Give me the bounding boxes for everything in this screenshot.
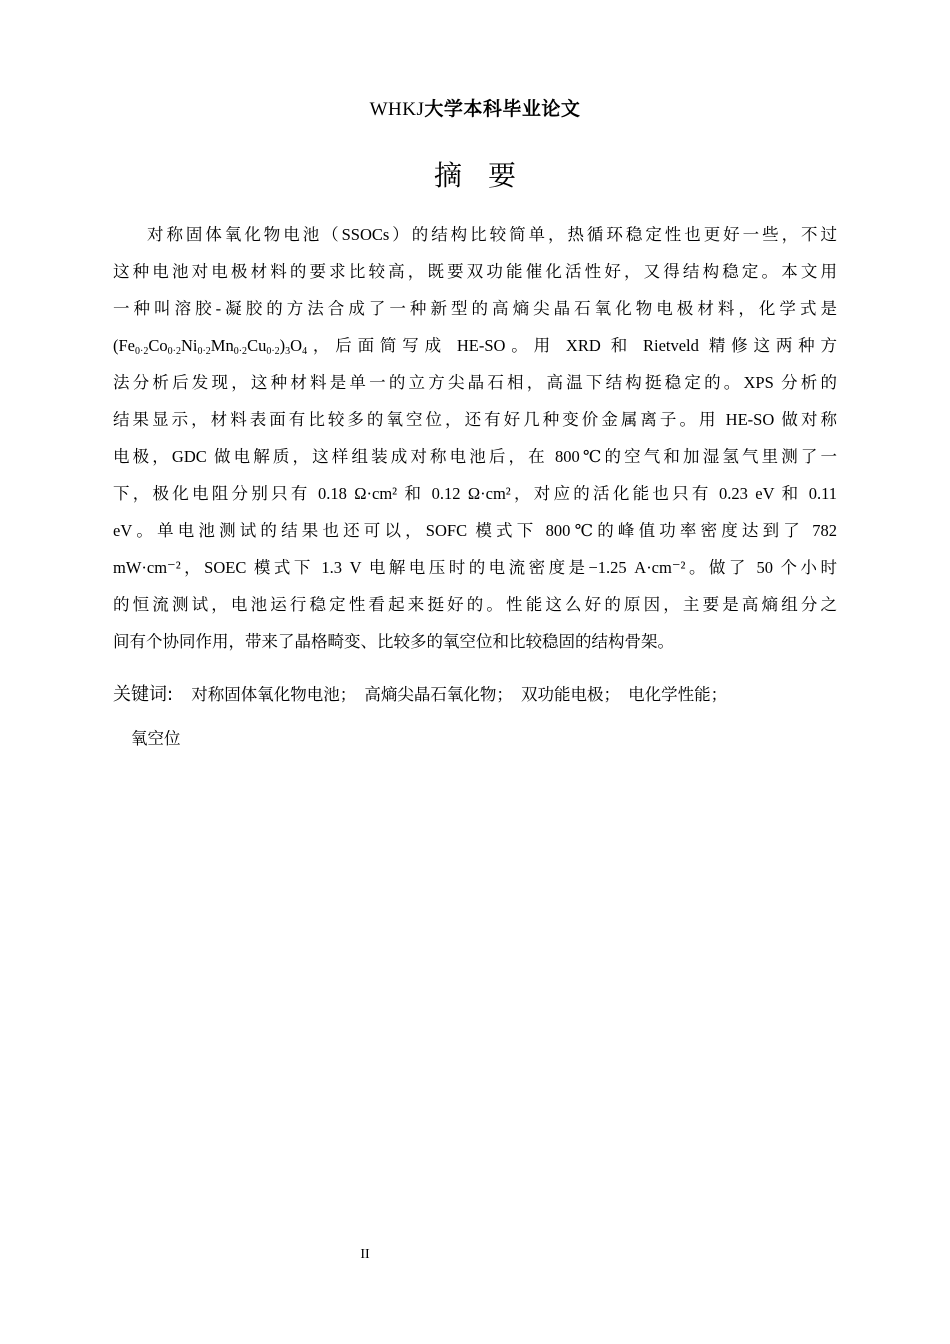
abstract-line: 结果显示，材料表面有比较多的氧空位，还有好几种变价金属离子。用 HE-SO 做对称 xyxy=(113,410,837,429)
keyword-item: 氧空位 xyxy=(131,729,181,748)
formula-subscript: 4 xyxy=(302,346,308,357)
keywords-section xyxy=(113,677,837,757)
formula-subscript: 0·2 xyxy=(233,346,248,357)
keyword-item: 双功能电极； xyxy=(520,685,620,704)
abstract-line: 的恒流测试，电池运行稳定性看起来挺好的。性能这么好的原因，主要是高熵组分之 xyxy=(113,595,837,614)
formula-subscript: 0·2 xyxy=(167,346,181,357)
formula-subscript: 0·2 xyxy=(135,346,149,357)
abstract-line: 电极，GDC 做电解质，这样组装成对称电池后，在 800℃的空气和加湿氢气里测了一 xyxy=(113,447,837,466)
keyword-item: 高熵尖晶石氧化物； xyxy=(364,685,513,704)
formula-subscript: 0·2 xyxy=(266,346,280,357)
keyword-item: 电化学性能； xyxy=(628,685,728,704)
header-latin: WHKJ xyxy=(369,99,425,120)
running-header xyxy=(0,94,950,121)
abstract-body xyxy=(113,216,837,660)
keyword-item: 对称固体氧化物电池； xyxy=(191,685,357,704)
abstract-line: eV。单电池测试的结果也还可以，SOFC 模式下 800℃的峰值功率密度达到了 782 xyxy=(113,521,837,540)
abstract-line: 对称固体氧化物电池（SSOCs）的结构比较简单，热循环稳定性也更好一些，不过 xyxy=(147,225,837,244)
abstract-line: 法分析后发现，这种材料是单一的立方尖晶石相，高温下结构挺稳定的。XPS 分析的 xyxy=(113,373,837,392)
formula-subscript: 3 xyxy=(285,346,291,357)
page-number: II xyxy=(360,1247,370,1262)
keywords-label: 关键词: xyxy=(113,684,174,705)
abstract-line: 一种叫溶胶-凝胶的方法合成了一种新型的高熵尖晶石氧化物电极材料，化学式是 xyxy=(113,299,837,318)
abstract-line: 下，极化电阻分别只有 0.18 Ω·cm² 和 0.12 Ω·cm²，对应的活化能也只有 0.23 eV 和 0.11 xyxy=(113,484,837,503)
chemical-formula: $(Fe_{0\cdot 2}Co_{0\cdot 2}Ni_{0\cdot 2}Mn_{0\cdot 2}Cu_{0\cdot 2})_3O_4$ xyxy=(113,336,308,357)
header-cjk: 大学本科毕业论文 xyxy=(424,98,581,120)
page-title: 摘要 xyxy=(433,159,542,192)
formula-subscript: 0·2 xyxy=(197,346,211,357)
abstract-line: 间有个协同作用，带来了晶格畸变、比较多的氧空位和比较稳固的结构骨架。 xyxy=(113,632,674,651)
abstract-line: mW·cm⁻²，SOEC 模式下 1.3 V 电解电压时的电流密度是−1.25 A·cm⁻²。做了 50 个小时 xyxy=(113,558,837,577)
abstract-line: 这种电池对电极材料的要求比较高，既要双功能催化活性好，又得结构稳定。本文用 xyxy=(113,262,837,281)
abstract-line-formula: $(Fe_{0\cdot 2}Co_{0\cdot 2}Ni_{0\cdot 2}Mn_{0\cdot 2}Cu_{0\cdot 2})_3O_4$，后面简写成 HE-SO。用 XRD 和 Rietveld 精修这两种方 xyxy=(113,336,837,357)
